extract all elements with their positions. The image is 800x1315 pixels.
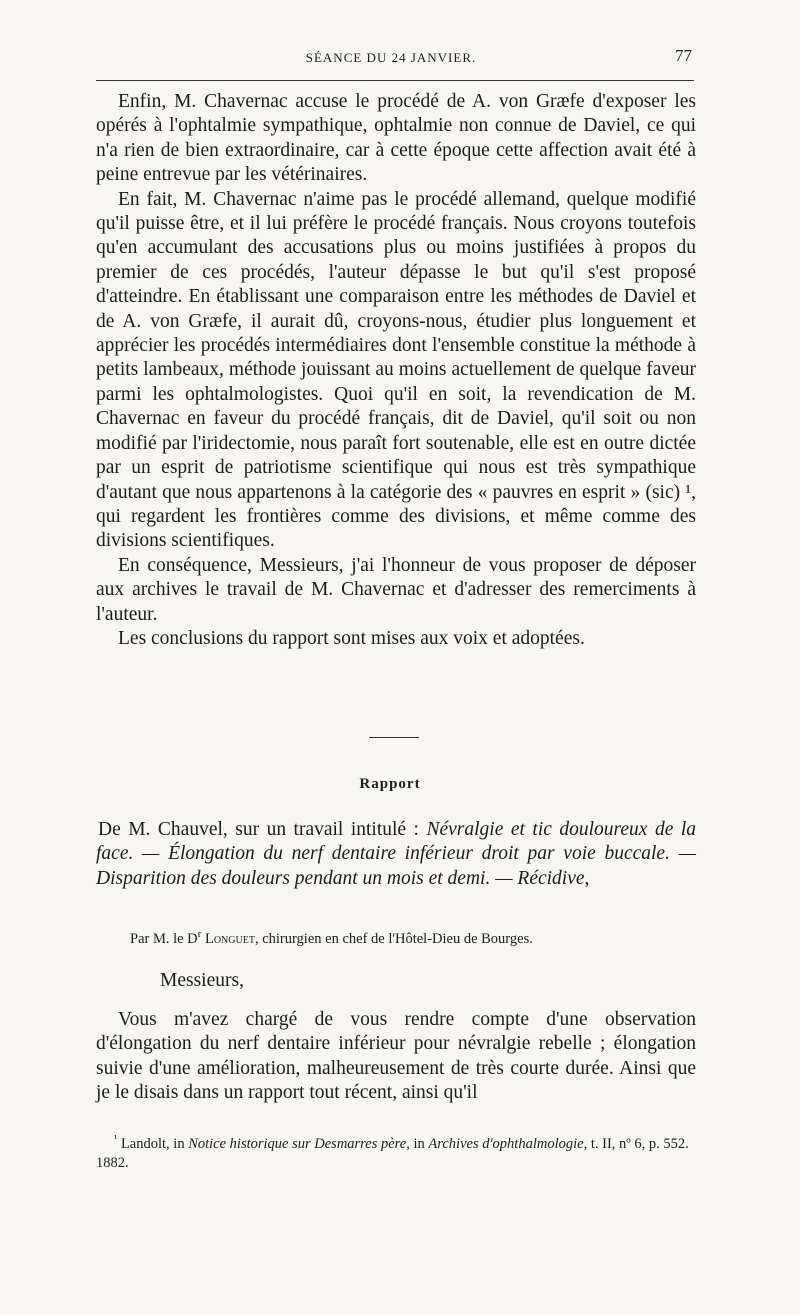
footnote-marker: ¹: [114, 1133, 118, 1146]
footnote-text-3: , t. II, nº 6, p. 552. 1882.: [96, 1136, 689, 1171]
running-title: SÉANCE DU 24 JANVIER.: [305, 50, 477, 65]
report-body-paragraph: Vous m'avez chargé de vous rendre compte d'une observation d'élongation du nerf dentaire inférieur pour névralgie rebelle ; élongation suivie d'une amélioration, malheureusement de très courte durée. Ainsi que je le disais dans un rapport tout récent, ainsi qu'il: [96, 1009, 696, 1104]
report-body: [96, 1008, 696, 1106]
paragraph-4: Les conclusions du rapport sont mises aux voix et adoptées.: [118, 627, 585, 649]
section-title: Rapport: [359, 776, 421, 792]
header-rule: [96, 80, 694, 81]
byline: [130, 930, 690, 948]
footnote-text-2: , in: [406, 1136, 429, 1152]
footnote: [96, 1135, 696, 1173]
footnote-title: Notice historique sur Desmarres père: [188, 1136, 407, 1152]
page-number: 77: [675, 46, 692, 65]
paragraph-3: En conséquence, Messieurs, j'ai l'honneur de vous proposer de déposer aux archives le travail de M. Chavernac et d'adresser des remerciments à l'auteur.: [96, 554, 696, 625]
section-separator: [369, 737, 419, 738]
report-subject: [96, 818, 696, 891]
footnote-text-1: Landolt, in: [117, 1136, 189, 1152]
byline-sup: r: [197, 928, 202, 941]
footnote-journal: Archives d'ophthalmologie: [428, 1136, 584, 1152]
page-header: [96, 44, 696, 74]
salutation: Messieurs,: [160, 970, 244, 991]
subject-title: Névralgie et tic douloureux de la face. — Élongation du nerf dentaire inférieur droit par voie buccale. — Disparition des douleurs pendant un mois et demi. — Récidive,: [96, 819, 696, 889]
byline-prefix: Par M. le D: [130, 931, 198, 947]
byline-suffix: , chirurgien en chef de l'Hôtel-Dieu de Bourges.: [254, 931, 533, 947]
byline-author: Longuet: [204, 931, 255, 947]
paragraph-1: Enfin, M. Chavernac accuse le procédé de A. von Græfe d'exposer les opérés à l'ophtalmie sympathique, ophtalmie non connue de Daviel, ce qui n'a rien de bien extraordinaire, car à cette époque cette affection avait été à peine entrevue par les vétérinaires.: [96, 91, 696, 186]
paragraph-2: En fait, M. Chavernac n'aime pas le procédé allemand, quelque modifié qu'il puisse être, et il lui préfère le procédé français. Nous croyons toutefois qu'en accumulant des accusations plus ou moins justifiées à propos du premier de ces procédés, l'auteur dépasse le but qu'il s'est proposé d'atteindre. En établissant une comparaison entre les méthodes de Daviel et de A. von Græfe, il aurait dû, croyons-nous, étudier plus longuement et apprécier les procédés intermédiaires dont l'ensemble constitue la méthode à petits lambeaux, méthode jouissant au moins actuellement de quelque faveur parmi les ophtalmologistes. Quoi qu'il en soit, la revendication de M. Chavernac en faveur du procédé français, dit de Daviel, qu'il soit ou non modifié par l'iridectomie, nous paraît fort soutenable, elle est en outre dictée par un esprit de patriotisme scientifique qui nous est très sympathique d'autant que nous appartenons à la catégorie des « pauvres en esprit » (sic) ¹, qui regardent les frontières comme des divisions, et même comme des divisions scientifiques.: [96, 188, 696, 552]
report-conclusion-text: [96, 90, 696, 651]
subject-intro: De M. Chauvel, sur un travail intitulé :: [98, 819, 427, 840]
